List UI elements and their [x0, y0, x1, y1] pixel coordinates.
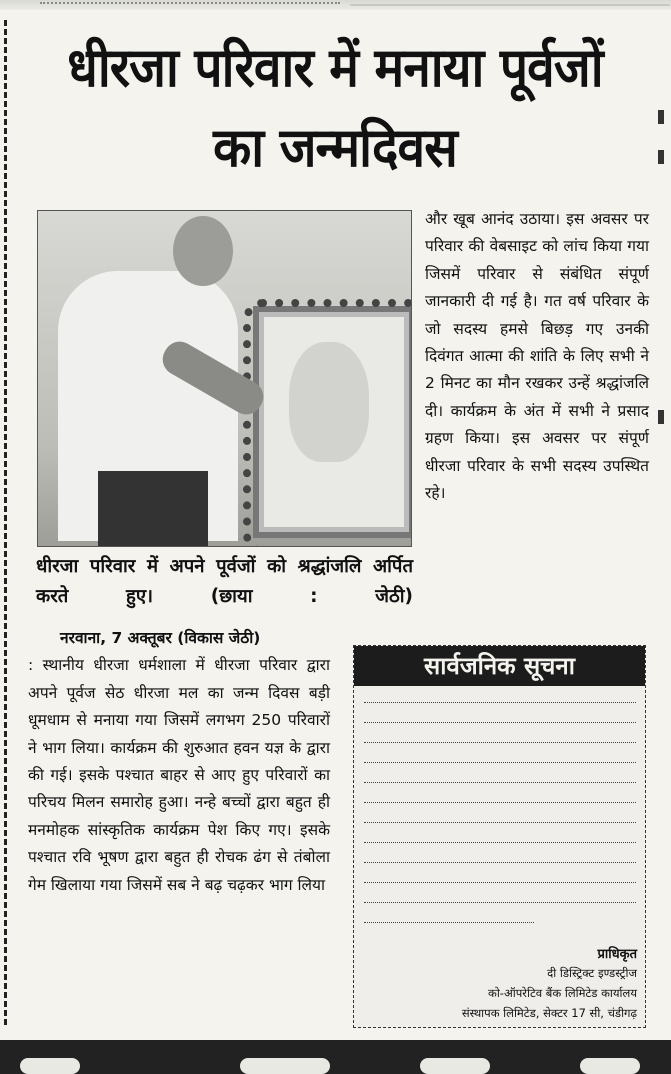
- notice-text-line: [364, 882, 636, 890]
- cropped-glyph: [658, 410, 664, 424]
- notice-signature-line: को-ऑपरेटिव बैंक लिमिटेड कार्यालय: [488, 986, 637, 1000]
- flower-garland: [243, 299, 412, 547]
- article-body-left: : स्थानीय धीरजा धर्मशाला में धीरजा परिवार द्वारा अपने पूर्वज सेठ धीरजा मल का जन्म दिवस बड़ी धूमधाम से मनाया गया जिसमें लगभग 250 परिवारों ने भाग लिया। कार्यक्रम की शुरुआत हवन यज्ञ के द्वारा की गई। इसके पश्चात बाहर से आए हुए परिवारों का परिचय मिलन समारोह हुआ। नन्हे बच्चों द्वारा बहुत ही मनमोहक सांस्कृतिक कार्यक्रम पेश किए गए। इसके पश्चात रवि भूषण द्वारा बहुत ही रोचक ढंग से तंबोला गेम खिलाया गया जिसमें सब ने बढ़ चढ़कर भाग लिया: [28, 656, 330, 894]
- article-column-right: और खूब आनंद उठाया। इस अवसर पर परिवार की वेबसाइट को लांच किया गया जिसमें परिवार से संबंधित संपूर्ण जानकारी दी गई है। गत वर्ष परिवार के जो सदस्य हमसे बिछड़ गए उनकी दिवंगत आत्मा की शांति के लिए सभी ने 2 मिनट का मौन रखकर उन्हें श्रद्धांजलि दी। कार्यक्रम के अंत में सभी ने प्रसाद ग्रहण किया। इस अवसर पर संपूर्ण धीरजा परिवार के सभी सदस्य उपस्थित रहे।: [425, 210, 649, 503]
- notice-text-line: [364, 842, 636, 850]
- article-column-left: [28, 625, 330, 899]
- notice-text-line: [364, 922, 534, 930]
- article-dateline: नरवाना, 7 अक्तूबर (विकास जेठी): [60, 629, 261, 647]
- notice-text-line: [364, 822, 636, 830]
- notice-text-line: [364, 902, 636, 910]
- adjacent-column-edge: [656, 110, 670, 730]
- public-notice-ad: [353, 645, 646, 1028]
- cropped-shape: [240, 1058, 330, 1074]
- notice-title: सार्वजनिक सूचना: [354, 646, 645, 686]
- notice-text-line: [364, 802, 636, 810]
- photo-caption: धीरजा परिवार में अपने पूर्वजों को श्रद्धांजलि अर्पित करते हुए। (छाया : जेठी): [36, 556, 413, 607]
- notice-signatory: प्राधिकृत: [597, 947, 637, 962]
- article-photo: [37, 210, 412, 547]
- notice-signature-line: दी डिस्ट्रिक्ट इण्डस्ट्रीज: [547, 966, 637, 980]
- article-headline: धीरजा परिवार में मनाया पूर्वजों का जन्मदिवस: [67, 36, 603, 179]
- cropped-glyph: [658, 150, 664, 164]
- notice-text-line: [364, 862, 636, 870]
- previous-page-strip: [0, 0, 671, 10]
- person-trousers: [98, 471, 208, 547]
- notice-text-line: [364, 702, 636, 710]
- cropped-shape: [20, 1058, 80, 1074]
- cropped-glyph: [658, 110, 664, 124]
- notice-text-line: [364, 722, 636, 730]
- cropped-shape: [580, 1058, 640, 1074]
- page-bottom-band: [0, 1040, 671, 1074]
- person-head: [173, 216, 233, 286]
- top-rule: [350, 4, 670, 6]
- left-column-rule: [4, 20, 7, 1025]
- notice-text-line: [364, 742, 636, 750]
- notice-text-line: [364, 762, 636, 770]
- notice-signature-line: संस्थापक लिमिटेड, सेक्टर 17 सी, चंडीगढ़: [461, 1006, 637, 1020]
- cropped-shape: [420, 1058, 490, 1074]
- cropped-text-fragment: [40, 2, 340, 8]
- notice-text-line: [364, 782, 636, 790]
